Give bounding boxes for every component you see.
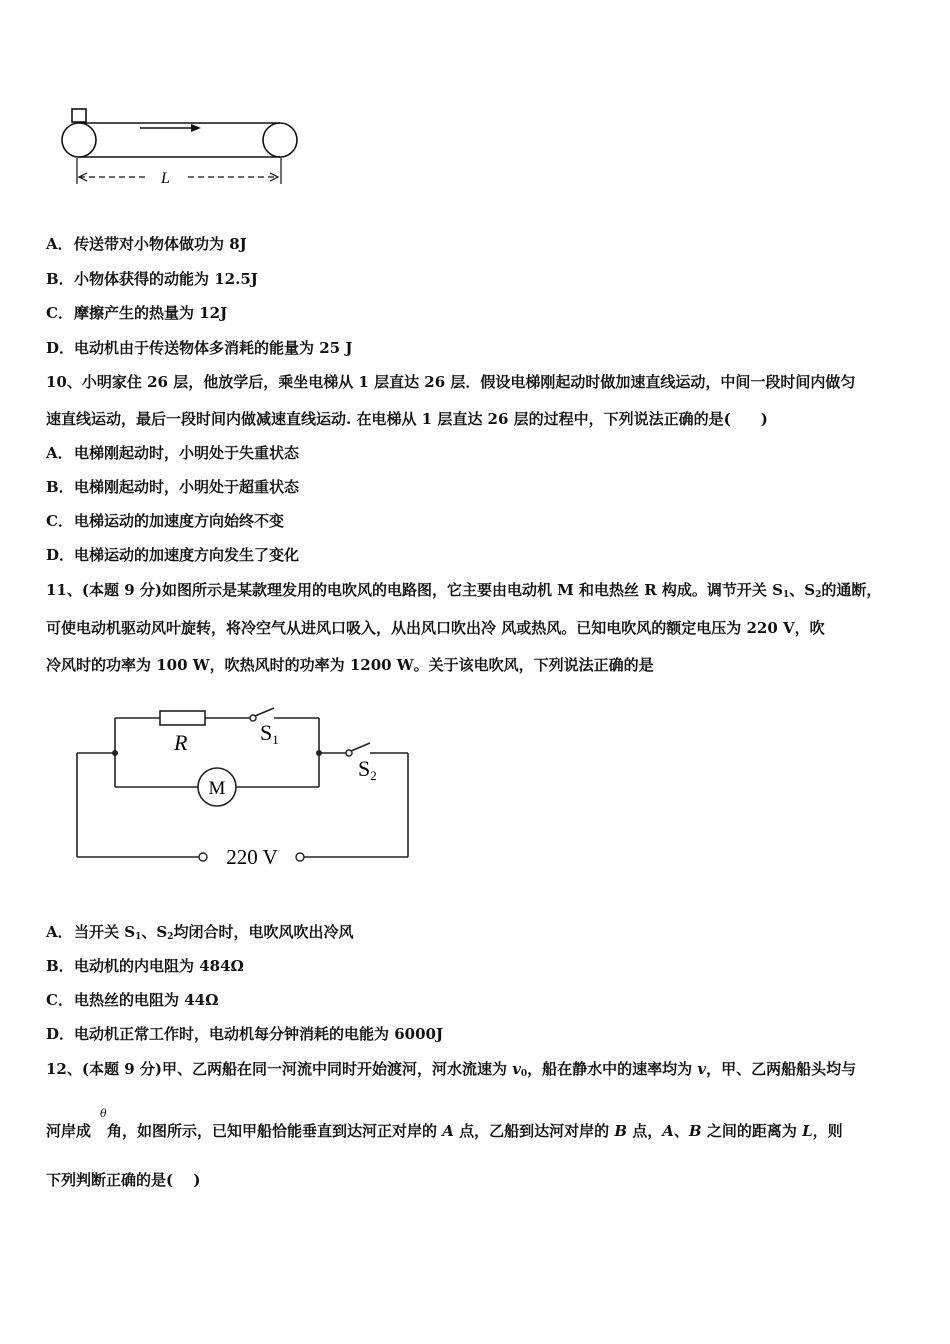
q11-option-d: D．电动机正常工作时，电动机每分钟消耗的电能为 6000J (46, 1025, 444, 1043)
q9-option-c: C．摩擦产生的热量为 12J (46, 304, 228, 322)
q12-stem-line1: 12、(本题 9 分)甲、乙两船在同一河流中同时开始渡河，河水流速为 $v_0$，船在静水中的速率均为 v，甲、乙两船船头均与 (46, 1060, 857, 1079)
q11-option-a: A．当开关 $S_1$、$S_2$均闭合时，电吹风吹出冷风 (46, 923, 354, 942)
switch-s1-blade (255, 708, 274, 716)
terminal-left (199, 853, 207, 861)
motor-label: M (208, 778, 226, 799)
q9-option-b: B．小物体获得的动能为 12.5J (46, 270, 258, 288)
resistor-R (160, 711, 205, 725)
q11-stem-line2: 可使电动机驱动风叶旋转，将冷空气从进风口吸入，从出风口吹出冷 风或热风。已知电吹风的额定电压为 220 V，吹 (46, 619, 825, 637)
q9-option-d: D．电动机由于传送物体多消耗的能量为 25 J (46, 339, 353, 357)
q10-option-c: C．电梯运动的加速度方向始终不变 (46, 512, 285, 530)
switch-s1-label: S1 (260, 720, 279, 747)
q10-stem-line1: 10、小明家住 26 层，他放学后，乘坐电梯从 1 层直达 26 层．假设电梯刚起动时做加速直线运动，中间一段时间内做匀 (46, 373, 856, 391)
conveyor-belt-figure (55, 100, 315, 195)
q12-theta-symbol: θ (100, 1107, 107, 1120)
q10-stem-line2: 速直线运动，最后一段时间内做减速直线运动. 在电梯从 1 层直达 26 层的过程中，下列说法正确的是( ) (46, 410, 768, 428)
q10-option-b: B．电梯刚起动时，小明处于超重状态 (46, 478, 300, 496)
length-label: L (161, 170, 170, 187)
motion-arrow-head (191, 124, 201, 132)
q12-stem-line2: 河岸成 角，如图所示，已知甲船恰能垂直到达河正对岸的 A 点，乙船到达河对岸的 B 点，A、B 之间的距离为 L，则 (46, 1122, 843, 1140)
q11-stem-line1: 11、(本题 9 分)如图所示是某款理发用的电吹风的电路图，它主要由电动机 M 和电热丝 R 构成。调节开关 $S_1$、$S_2$的通断， (46, 581, 882, 600)
voltage-label: 220 V (226, 845, 278, 869)
small-block (72, 109, 86, 122)
q10-option-a: A．电梯刚起动时，小明处于失重状态 (46, 444, 300, 462)
terminal-right (296, 853, 304, 861)
switch-s2-blade (351, 743, 370, 751)
left-pulley (62, 123, 96, 157)
resistor-label: R (174, 730, 188, 755)
q10-option-d: D．电梯运动的加速度方向发生了变化 (46, 546, 300, 564)
q11-option-c: C．电热丝的电阻为 44Ω (46, 991, 219, 1009)
circuit-diagram (70, 698, 415, 873)
q11-stem-line3: 冷风时的功率为 100 W，吹热风时的功率为 1200 W。关于该电吹风，下列说法正确的是 (46, 656, 654, 674)
q12-stem-line3: 下列判断正确的是( ) (46, 1171, 201, 1189)
q11-option-b: B．电动机的内电阻为 484Ω (46, 957, 244, 975)
q9-option-a: A．传送带对小物体做功为 8J (46, 235, 247, 253)
right-pulley (263, 123, 297, 157)
switch-s2-label: S2 (358, 756, 377, 783)
